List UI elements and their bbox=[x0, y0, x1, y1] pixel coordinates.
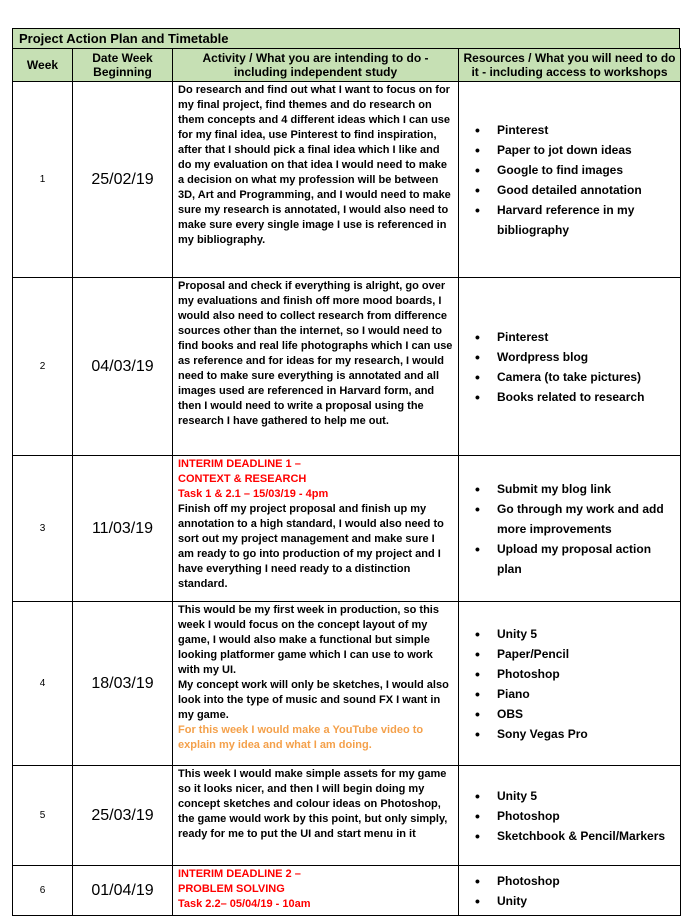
resources-list bbox=[463, 120, 676, 240]
resources-list bbox=[463, 786, 676, 846]
resource-item: • Photoshop bbox=[491, 806, 676, 826]
week-cell: 2 bbox=[13, 278, 73, 456]
resource-item: • Submit my blog link bbox=[491, 479, 676, 499]
table-row bbox=[13, 602, 681, 766]
activity-cell bbox=[173, 602, 459, 766]
resource-item: • Pinterest bbox=[491, 120, 676, 140]
resource-item: • Unity 5 bbox=[491, 624, 676, 644]
activity-text: This would be my first week in production, so this week I would focus on the concept layout of my game, I would also make a functional but simple looking platformer game which I can use to work with my UI. bbox=[178, 604, 439, 676]
header-resources: Resources / What you will need to do it - including access to workshops bbox=[459, 49, 681, 82]
week-cell: 5 bbox=[13, 766, 73, 866]
resource-item: • Harvard reference in my bibliography bbox=[491, 200, 676, 240]
resource-item: • Books related to research bbox=[491, 387, 676, 407]
resources-list bbox=[463, 479, 676, 579]
activity-cell bbox=[173, 82, 459, 278]
resource-item: • Piano bbox=[491, 684, 676, 704]
date-cell: 01/04/19 bbox=[73, 866, 173, 916]
resources-list bbox=[463, 871, 676, 911]
activity-cell bbox=[173, 866, 459, 916]
resource-item: • Go through my work and add more improvements bbox=[491, 499, 676, 539]
header-row bbox=[13, 49, 681, 82]
resources-cell bbox=[459, 602, 681, 766]
date-cell: 04/03/19 bbox=[73, 278, 173, 456]
resource-item: • Camera (to take pictures) bbox=[491, 367, 676, 387]
resource-item: • Pinterest bbox=[491, 327, 676, 347]
deadline-topic: PROBLEM SOLVING bbox=[178, 883, 285, 895]
resource-item: • Paper to jot down ideas bbox=[491, 140, 676, 160]
activity-text-2: My concept work will only be sketches, I would also look into the type of music and sound FX I want in my game. bbox=[178, 679, 449, 721]
table-title: Project Action Plan and Timetable bbox=[12, 28, 680, 48]
activity-text: Finish off my project proposal and finish up my annotation to a high standard, I would also need to sort out my project management and make sure I am ready to go into production of my project and I have everything I need ready to a distinction standard. bbox=[178, 503, 444, 590]
resource-item: • OBS bbox=[491, 704, 676, 724]
resource-item: • Unity bbox=[491, 891, 676, 911]
deadline-date: Task 2.2– 05/04/19 - 10am bbox=[178, 898, 311, 910]
activity-text: Do research and find out what I want to focus on for my final project, find themes and do research on them concepts and 4 different ideas which I can use for my final idea, use Pinterest to find inspiration, after that I should pick a final idea which I like and do my evaluation on that idea I would need to make a decision on what my profession will be between 3D, Art and Programming, and I would need to make sure my research is annotated, I would also need to make sure every single image I use is referenced in my bibliography. bbox=[178, 84, 451, 246]
week-cell: 3 bbox=[13, 456, 73, 602]
header-activity: Activity / What you are intending to do - including independent study bbox=[173, 49, 459, 82]
resource-item: • Sketchbook & Pencil/Markers bbox=[491, 826, 676, 846]
resource-item: • Unity 5 bbox=[491, 786, 676, 806]
date-cell: 18/03/19 bbox=[73, 602, 173, 766]
resource-item: • Upload my proposal action plan bbox=[491, 539, 676, 579]
table-row bbox=[13, 456, 681, 602]
week-cell: 1 bbox=[13, 82, 73, 278]
activity-cell bbox=[173, 456, 459, 602]
resource-item: • Wordpress blog bbox=[491, 347, 676, 367]
resource-item: • Sony Vegas Pro bbox=[491, 724, 676, 744]
activity-text: This week I would make simple assets for my game so it looks nicer, and then I will begin doing my concept sketches and colour ideas on Photoshop, the game would work by this point, but only simply, ready for me to put the UI and start menu in it bbox=[178, 768, 448, 840]
resources-cell bbox=[459, 278, 681, 456]
date-cell: 11/03/19 bbox=[73, 456, 173, 602]
table-row bbox=[13, 278, 681, 456]
action-plan-table bbox=[12, 48, 681, 916]
deadline-label: INTERIM DEADLINE 2 – bbox=[178, 868, 301, 880]
table-row bbox=[13, 866, 681, 916]
activity-text: Proposal and check if everything is alright, go over my evaluations and finish off more mood boards, I would also need to collect research from difference sources other than the internet, so I would need to find books and real life photographs which I can use as reference and for ideas for my research, I would need to make sure everything is annotated and all images used are referenced in Harvard form, and then I would need to write a proposal using the research I have gathered to help me out. bbox=[178, 280, 453, 427]
resource-item: • Good detailed annotation bbox=[491, 180, 676, 200]
table-row bbox=[13, 766, 681, 866]
week-cell: 4 bbox=[13, 602, 73, 766]
date-cell: 25/03/19 bbox=[73, 766, 173, 866]
resources-cell bbox=[459, 82, 681, 278]
activity-highlight: For this week I would make a YouTube video to explain my idea and what I am doing. bbox=[178, 724, 424, 751]
date-cell: 25/02/19 bbox=[73, 82, 173, 278]
deadline-topic: CONTEXT & RESEARCH bbox=[178, 473, 307, 485]
header-date: Date Week Beginning bbox=[73, 49, 173, 82]
header-week: Week bbox=[13, 49, 73, 82]
resources-cell bbox=[459, 766, 681, 866]
deadline-label: INTERIM DEADLINE 1 – bbox=[178, 458, 301, 470]
table-row bbox=[13, 82, 681, 278]
resource-item: • Paper/Pencil bbox=[491, 644, 676, 664]
resources-list bbox=[463, 327, 676, 407]
resources-cell bbox=[459, 456, 681, 602]
activity-cell bbox=[173, 278, 459, 456]
week-cell: 6 bbox=[13, 866, 73, 916]
activity-cell bbox=[173, 766, 459, 866]
resource-item: • Google to find images bbox=[491, 160, 676, 180]
resource-item: • Photoshop bbox=[491, 871, 676, 891]
resource-item: • Photoshop bbox=[491, 664, 676, 684]
resources-cell bbox=[459, 866, 681, 916]
resources-list bbox=[463, 624, 676, 744]
deadline-date: Task 1 & 2.1 – 15/03/19 - 4pm bbox=[178, 488, 329, 500]
